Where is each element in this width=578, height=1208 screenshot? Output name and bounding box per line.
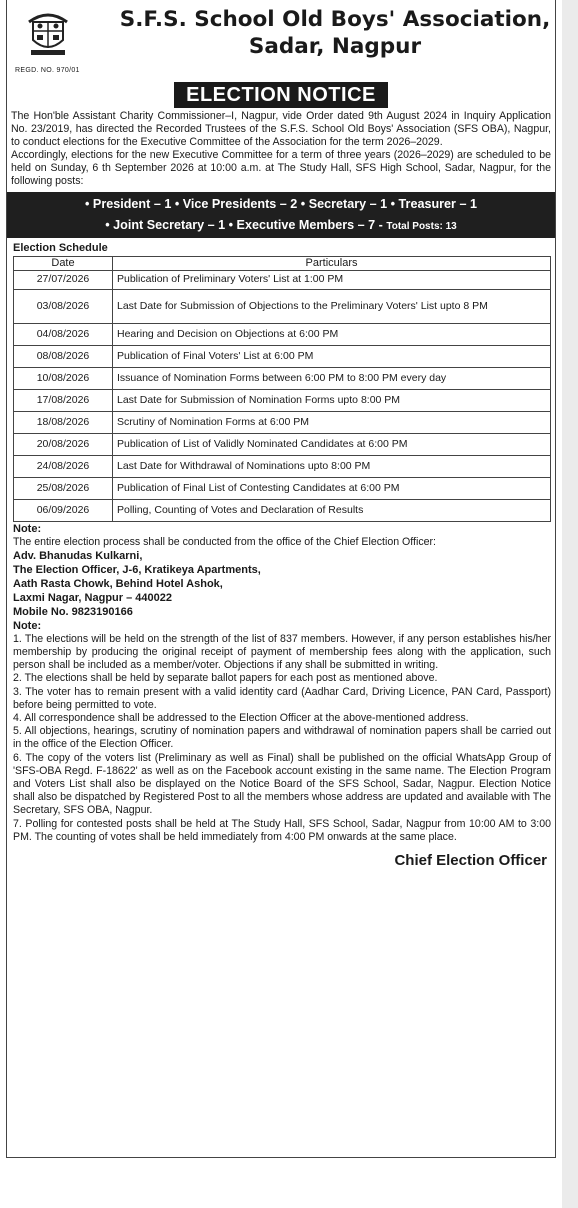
total-posts: Total Posts: 13 [386, 221, 457, 232]
note-heading-2: Note: [13, 619, 42, 632]
row-particulars: Publication of Final Voters' List at 6:00 PM [113, 345, 551, 367]
mobile-number: Mobile No. 9823190166 [13, 605, 133, 618]
note-item: 5. All objections, hearings, scrutiny of nomination papers and withdrawal of nomination papers shall be carried out in the office of the Election Officer. [13, 725, 551, 751]
row-date: 03/08/2026 [14, 289, 113, 323]
notice-header [7, 0, 555, 84]
association-title [115, 6, 555, 60]
col-particulars: Particulars [113, 257, 551, 271]
association-crest-icon [25, 6, 71, 56]
posts-strip [7, 192, 555, 238]
note-item: 6. The copy of the voters list (Preliminary as well as Final) shall be published on the official WhatsApp Group of 'SFS-OBA Regd. F-18622' as well as on the Facebook account existing in the same name. The Election Program and Voters List shall also be displayed on the Notice Board of the SFS School, Sadar, Nagpur. Election Notice shall also be dispatched by Registered Post to all the members whose address are updated and available with The Secretary, SFS OBA, Nagpur. [13, 751, 551, 817]
posts-line-2-text: • Joint Secretary – 1 • Executive Members – 7 - [105, 218, 383, 232]
row-particulars: Publication of List of Validly Nominated Candidates at 6:00 PM [113, 433, 551, 455]
row-date: 20/08/2026 [14, 433, 113, 455]
row-date: 06/09/2026 [14, 499, 113, 521]
row-particulars: Last Date for Submission of Objections to the Preliminary Voters' List upto 8 PM [113, 289, 551, 323]
row-particulars: Publication of Preliminary Voters' List at 1:00 PM [113, 270, 551, 289]
election-notice-banner: ELECTION NOTICE [174, 82, 388, 108]
table-row [14, 411, 551, 433]
address-line: Adv. Bhanudas Kulkarni, [13, 549, 143, 562]
table-row [14, 289, 551, 323]
notes-list [7, 633, 555, 844]
posts-line-1: • President – 1 • Vice Presidents – 2 • Secretary – 1 • Treasurer – 1 [85, 197, 477, 211]
row-particulars: Issuance of Nomination Forms between 6:00 PM to 8:00 PM every day [113, 367, 551, 389]
intro-paragraph-1: The Hon'ble Assistant Charity Commissioner–I, Nagpur, vide Order dated 9th August 2024 in Inquiry Application No. 23/2019, has directed the Recorded Trustees of the S.F.S. School Old Boys' Association (SFS OBA), Nagpur, to conduct elections for the Executive Committee of the Association for the term 2026–2029. [11, 110, 551, 148]
title-line-1: S.F.S. School Old Boys' Association, [119, 7, 551, 32]
intro-paragraph-2: Accordingly, elections for the new Executive Committee for a term of three years (2026–2029) are scheduled to be held on Sunday, 6 th September 2026 at 10:00 a.m. at The Study Hall, SFS High School, Sadar, Nagpur, for the following posts: [11, 149, 551, 187]
schedule-title: Election Schedule [13, 242, 108, 254]
note-item: 4. All correspondence shall be addressed to the Election Officer at the above-mentioned address. [13, 711, 469, 724]
table-row [14, 433, 551, 455]
table-row [14, 389, 551, 411]
table-row [14, 477, 551, 499]
row-particulars: Last Date for Withdrawal of Nominations upto 8:00 PM [113, 455, 551, 477]
address-line: Aath Rasta Chowk, Behind Hotel Ashok, [13, 577, 223, 590]
row-particulars: Last Date for Submission of Nomination Forms upto 8:00 PM [113, 389, 551, 411]
note-1-text: The entire election process shall be conducted from the office of the Chief Election Officer: [13, 535, 436, 548]
note-heading-1: Note: [13, 522, 42, 535]
banner-wrap [7, 82, 555, 110]
note-item: 1. The elections will be held on the strength of the list of 837 members. However, if any person establishes his/her membership by producing the original receipt of payment of membership fees along with the application, such person shall be included as a member/voter. Objections if any shall be submitted in writing. [13, 632, 551, 672]
row-date: 24/08/2026 [14, 455, 113, 477]
row-particulars: Publication of Final List of Contesting Candidates at 6:00 PM [113, 477, 551, 499]
row-particulars: Scrutiny of Nomination Forms at 6:00 PM [113, 411, 551, 433]
schedule-header-row [14, 257, 551, 271]
row-date: 25/08/2026 [14, 477, 113, 499]
address-line: The Election Officer, J-6, Kratikeya Apartments, [13, 563, 261, 576]
row-date: 27/07/2026 [14, 270, 113, 289]
table-row [14, 345, 551, 367]
election-notice [6, 0, 556, 1158]
signature: Chief Election Officer [394, 851, 547, 869]
table-row [14, 499, 551, 521]
row-date: 10/08/2026 [14, 367, 113, 389]
page-margin-bar [562, 0, 578, 1208]
row-particulars: Polling, Counting of Votes and Declaration of Results [113, 499, 551, 521]
posts-line-2 [7, 215, 555, 237]
row-date: 08/08/2026 [14, 345, 113, 367]
table-row [14, 323, 551, 345]
row-particulars: Hearing and Decision on Objections at 6:00 PM [113, 323, 551, 345]
row-date: 18/08/2026 [14, 411, 113, 433]
note-item: 3. The voter has to remain present with a valid identity card (Aadhar Card, Driving Licence, PAN Card, Passport) before being permitted to vote. [13, 685, 551, 711]
row-date: 04/08/2026 [14, 323, 113, 345]
table-row [14, 270, 551, 289]
table-row [14, 455, 551, 477]
address-line: Laxmi Nagar, Nagpur – 440022 [13, 591, 172, 604]
schedule-table [13, 256, 551, 522]
table-row [14, 367, 551, 389]
officer-address [7, 549, 555, 619]
row-date: 17/08/2026 [14, 389, 113, 411]
title-line-2: Sadar, Nagpur [248, 34, 422, 59]
note-item: 2. The elections shall be held by separate ballot papers for each post as mentioned above. [13, 672, 438, 685]
registration-number: REGD. NO. 970/01 [15, 67, 80, 74]
note-item: 7. Polling for contested posts shall be held at The Study Hall, SFS School, Sadar, Nagpur from 10:00 AM to 3:00 PM. The counting of votes shall be held immediately from 4:00 PM onwards at the same place. [13, 817, 551, 843]
col-date: Date [14, 257, 113, 271]
